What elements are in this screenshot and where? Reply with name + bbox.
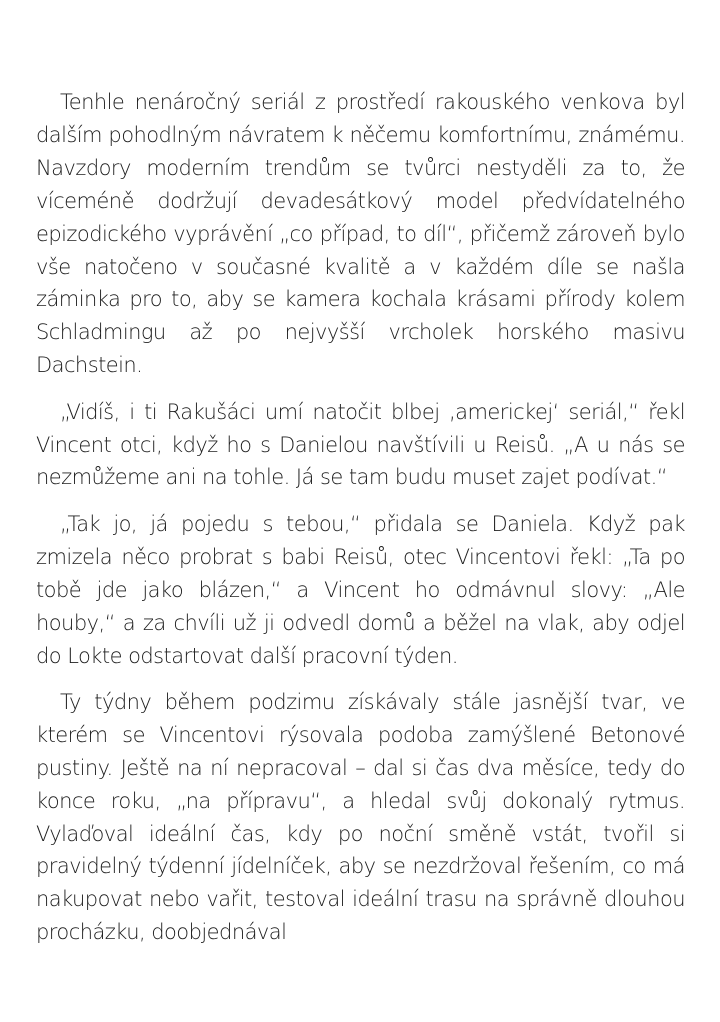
paragraph-1: Tenhle nenáročný seriál z prostředí rakouského venkova byl dalším pohodlným návratem k něčemu komfortnímu, známému. Navzdory moderním trendům se tvůrci nestyděli za to, že víceméně dodržují devadesátkový model předvídatelného epizodického vyprávění „co případ, to díl“, přičemž zároveň bylo vše natočeno v současné kvalitě a v každém díle se našla záminka pro to, aby se kamera kochala krásami přírody kolem Schladmingu až po nejvyšší vrcholek horského masivu Dachstein. xyxy=(36,90,685,378)
paragraph-2: „Vidíš, i ti Rakušáci umí natočit blbej ‚americkej‘ seriál,“ řekl Vincent otci, když ho s Danielou navštívili u Reisů. „A u nás se nezmůžeme ani na tohle. Já se tam budu muset zajet podívat.“ xyxy=(36,399,685,490)
paragraph-3: „Tak jo, já pojedu s tebou,“ přidala se Daniela. Když pak zmizela něco probrat s babi Reisů, otec Vincentovi řekl: „Ta po tobě jde jako blázen,“ a Vincent ho odmávnul slovy: „Ale houby,“ a za chvíli už ji odvedl domů a běžel na vlak, aby odjel do Lokte odstartovat další pracovní týden. xyxy=(36,511,685,668)
paragraph-4: Ty týdny během podzimu získávaly stále jasnější tvar, ve kterém se Vincentovi rýsovala podoba zamýšlené Betonové pustiny. Ještě na ní nepracoval – dal si čas dva měsíce, tedy do konce roku, „na přípravu“, a hledal svůj dokonalý rytmus. Vylaďoval ideální čas, kdy po noční směně vstát, tvořil si pravidelný týdenní jídelníček, aby se nezdržoval řešením, co má nakupovat nebo vařit, testoval ideální trasu na správně dlouhou procházku, doobjednával xyxy=(36,689,685,945)
book-page xyxy=(36,86,685,963)
